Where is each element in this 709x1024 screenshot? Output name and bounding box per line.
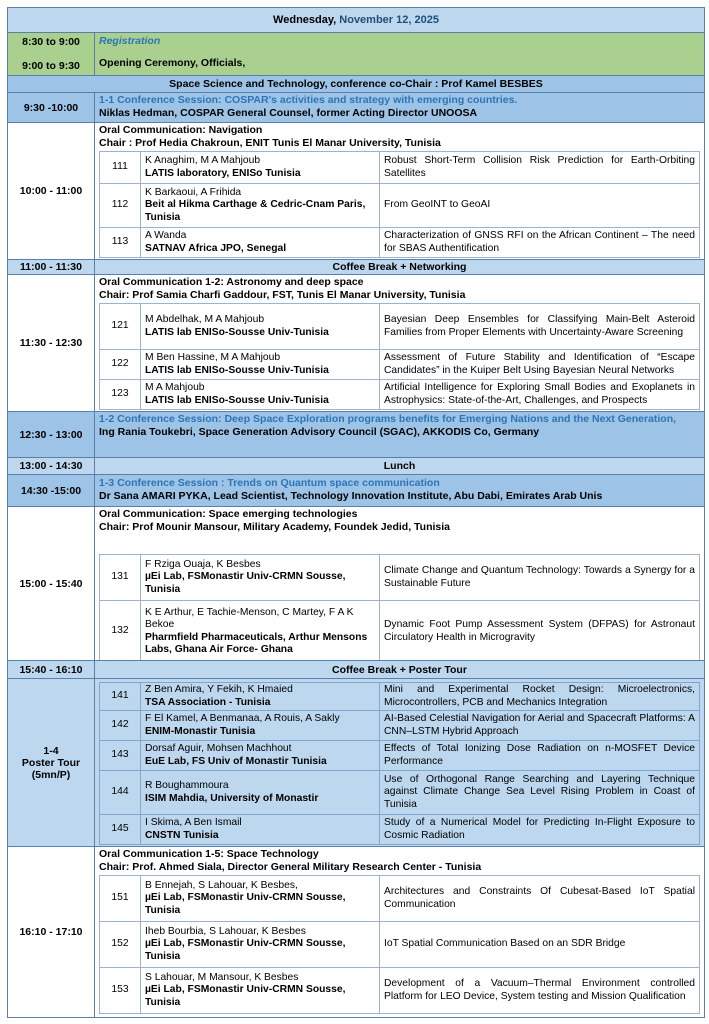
time-opening: 9:00 to 9:30	[22, 60, 80, 72]
paper-affiliation: µEi Lab, FSMonastir Univ-CRMN Sousse, Tunisia	[145, 892, 346, 916]
paper-authors-cell	[141, 683, 380, 711]
time-oral-3: 15:00 - 15:40	[8, 507, 95, 660]
session-speaker: Niklas Hedman, COSPAR General Counsel, former Acting Director UNOOSA	[99, 107, 478, 119]
paper-affiliation: LATIS lab ENISo-Sousse Univ-Tunisia	[145, 326, 329, 338]
paper-id: 151	[100, 876, 141, 922]
paper-affiliation: µEi Lab, FSMonastir Univ-CRMN Sousse, Tunisia	[145, 571, 346, 595]
paper-table	[99, 554, 700, 660]
paper-table	[99, 682, 700, 845]
paper-authors: Dorsaf Aguir, Mohsen Machhout	[145, 743, 292, 754]
paper-id: 131	[100, 555, 141, 601]
paper-id: 142	[100, 711, 141, 741]
time-1-2: 12:30 - 13:00	[8, 412, 95, 457]
oral-chair: Chair: Prof Mounir Mansour, Military Academy, Foundek Jedid, Tunisia	[99, 521, 451, 533]
poster-number: 1-4	[43, 744, 59, 757]
paper-affiliation: CNSTN Tunisia	[145, 829, 219, 841]
session-1-1	[8, 93, 704, 123]
oral-chair: Chair: Prof Samia Charfi Gaddour, FST, Tunis El Manar University, Tunisia	[99, 289, 466, 301]
paper-authors-cell	[141, 876, 380, 922]
poster-duration: (5mn/P)	[31, 768, 71, 781]
paper-id: 153	[100, 968, 141, 1014]
paper-title: Characterization of GNSS RFI on the African Continent – The need for SBAS Authentification	[380, 228, 700, 258]
paper-authors: A Wanda	[145, 230, 187, 241]
oral-astronomy	[8, 275, 704, 412]
registration-label: Registration	[99, 35, 161, 47]
paper-affiliation: µEi Lab, FSMonastir Univ-CRMN Sousse, Tunisia	[145, 984, 346, 1008]
time-break-1: 11:00 - 11:30	[8, 260, 95, 274]
paper-authors: K Barkaoui, A Frihida	[145, 186, 242, 198]
paper-row	[100, 741, 700, 771]
date-header	[8, 8, 704, 33]
paper-authors-cell	[141, 922, 380, 968]
time-1-3: 14:30 -15:00	[8, 475, 95, 506]
paper-title: Development of a Vacuum–Thermal Environment controlled Platform for LEO Device, System testing and Mission Qualification	[380, 968, 700, 1014]
paper-authors: B Ennejah, S Lahouar, K Besbes,	[145, 879, 298, 891]
paper-authors-cell	[141, 304, 380, 350]
oral-navigation	[8, 123, 704, 260]
poster-tour	[8, 679, 704, 847]
paper-authors-cell	[141, 711, 380, 741]
paper-affiliation: µEi Lab, FSMonastir Univ-CRMN Sousse, Tunisia	[145, 938, 346, 962]
paper-title: Assessment of Future Stability and Identification of “Escape Candidates” in the Kuiper Belt Using Bayesian Neural Networks	[380, 350, 700, 380]
session-title: 1-2 Conference Session: Deep Space Exploration programs benefits for Emerging Nations and the Next Generation,	[99, 413, 677, 425]
paper-id: 121	[100, 304, 141, 350]
paper-title: Bayesian Deep Ensembles for Classifying Main-Belt Asteroid Families from Proper Elements with Uncertainty-Aware Screening	[380, 304, 700, 350]
paper-affiliation: LATIS lab ENISo-Sousse Univ-Tunisia	[145, 394, 329, 406]
paper-row	[100, 152, 700, 184]
paper-row	[100, 184, 700, 228]
paper-affiliation: EuE Lab, FS Univ of Monastir Tunisia	[145, 755, 327, 767]
paper-id: 123	[100, 380, 141, 410]
opening-ceremony: Opening Ceremony, Officials,	[99, 57, 246, 69]
paper-authors: F El Kamel, A Benmanaa, A Rouis, A Sakly	[145, 713, 340, 724]
session-title: 1-3 Conference Session : Trends on Quantum space communication	[99, 477, 440, 489]
oral-title: Oral Communication: Navigation	[99, 124, 263, 136]
paper-affiliation: Beit al Hikma Carthage & Cedric-Cnam Paris, Tunisia	[145, 199, 366, 223]
paper-id: 141	[100, 683, 141, 711]
oral-chair: Chair: Prof. Ahmed Siala, Director General Military Research Center - Tunisia	[99, 861, 482, 873]
registration-row	[8, 33, 704, 76]
paper-row	[100, 968, 700, 1014]
paper-authors: F Rziga Ouaja, K Besbes	[145, 558, 261, 570]
paper-authors: S Lahouar, M Mansour, K Besbes	[145, 971, 299, 983]
paper-id: 144	[100, 771, 141, 815]
paper-row	[100, 771, 700, 815]
time-oral-2: 11:30 - 12:30	[8, 275, 95, 411]
paper-affiliation: ISIM Mahdia, University of Monastir	[145, 792, 319, 804]
paper-affiliation: TSA Association - Tunisia	[145, 696, 271, 708]
paper-affiliation: SATNAV Africa JPO, Senegal	[145, 242, 287, 254]
poster-label: Poster Tour	[21, 756, 81, 769]
paper-authors: R Boughammoura	[145, 780, 229, 791]
time-lunch: 13:00 - 14:30	[8, 458, 95, 474]
paper-title: From GeoINT to GeoAI	[380, 184, 700, 228]
program-table	[7, 7, 705, 1018]
paper-id: 113	[100, 228, 141, 258]
paper-table	[99, 875, 700, 1014]
paper-title: Dynamic Foot Pump Assessment System (DFPAS) for Astronaut Circulatory Health in Microgravity	[380, 601, 700, 661]
paper-id: 132	[100, 601, 141, 661]
paper-authors-cell	[141, 350, 380, 380]
paper-authors-cell	[141, 152, 380, 184]
oral-title: Oral Communication 1-2: Astronomy and deep space	[99, 276, 364, 288]
oral-space-tech	[8, 847, 704, 1017]
time-registration: 8:30 to 9:00	[22, 36, 80, 48]
paper-authors-cell	[141, 601, 380, 661]
oral-emerging	[8, 507, 704, 661]
paper-authors-cell	[141, 968, 380, 1014]
paper-row	[100, 304, 700, 350]
paper-affiliation: ENIM-Monastir Tunisia	[145, 725, 256, 737]
paper-row	[100, 555, 700, 601]
paper-title: Architectures and Constraints Of Cubesat-Based IoT Spatial Communication	[380, 876, 700, 922]
session-1-2	[8, 412, 704, 458]
oral-title: Oral Communication 1-5: Space Technology	[99, 848, 319, 860]
paper-row	[100, 228, 700, 258]
paper-affiliation: Pharmfield Pharmaceuticals, Arthur Mensons Labs, Ghana Air Force- Ghana	[145, 631, 368, 655]
paper-table	[99, 303, 700, 410]
lunch-label: Lunch	[383, 460, 416, 472]
paper-authors-cell	[141, 228, 380, 258]
break-label: Coffee Break + Poster Tour	[332, 663, 467, 676]
paper-title: Mini and Experimental Rocket Design: Microelectronics, Microcontrollers, PCB and Mechanics Integration	[380, 683, 700, 711]
paper-title: Artificial Intelligence for Exploring Small Bodies and Exoplanets in Astrophysics: State-of-the-Art, Challenges, and Prospects	[380, 380, 700, 410]
paper-row	[100, 711, 700, 741]
session-speaker: Ing Rania Toukebri, Space Generation Advisory Council (SGAC), AKKODIS Co, Germany	[99, 426, 540, 438]
time-1-1: 9:30 -10:00	[8, 93, 95, 122]
break-row	[8, 260, 704, 275]
session-speaker: Dr Sana AMARI PYKA, Lead Scientist, Technology Innovation Institute, Abu Dabi, Emirates Arab Unis	[99, 490, 603, 502]
paper-row	[100, 683, 700, 711]
paper-authors: M A Mahjoub	[145, 382, 205, 393]
paper-title: Climate Change and Quantum Technology: Towards a Synergy for a Sustainable Future	[380, 555, 700, 601]
paper-authors: M Abdelhak, M A Mahjoub	[145, 314, 265, 325]
paper-authors-cell	[141, 555, 380, 601]
paper-id: 152	[100, 922, 141, 968]
paper-authors: M Ben Hassine, M A Mahjoub	[145, 352, 281, 363]
break-row	[8, 661, 704, 679]
time-break-2: 15:40 - 16:10	[8, 661, 95, 678]
paper-id: 122	[100, 350, 141, 380]
paper-authors: I Skima, A Ben Ismail	[145, 817, 242, 828]
paper-title: Study of a Numerical Model for Predicting In-Flight Exposure to Cosmic Radiation	[380, 815, 700, 845]
paper-authors-cell	[141, 771, 380, 815]
paper-authors: Iheb Bourbia, S Lahouar, K Besbes	[145, 925, 306, 937]
break-label: Coffee Break + Networking	[332, 261, 467, 273]
paper-row	[100, 601, 700, 661]
track-header	[8, 76, 704, 93]
paper-id: 143	[100, 741, 141, 771]
paper-title: AI-Based Celestial Navigation for Aerial and Spacecraft Platforms: A CNN–LSTM Hybrid Approach	[380, 711, 700, 741]
paper-row	[100, 380, 700, 410]
oral-title: Oral Communication: Space emerging technologies	[99, 508, 358, 520]
paper-id: 112	[100, 184, 141, 228]
date-value: November 12, 2025	[339, 14, 439, 26]
time-oral-1: 10:00 - 11:00	[8, 123, 95, 259]
paper-authors: K Anaghim, M A Mahjoub	[145, 155, 261, 166]
paper-table	[99, 151, 700, 258]
paper-title: IoT Spatial Communication Based on an SDR Bridge	[380, 922, 700, 968]
paper-title: Robust Short-Term Collision Risk Prediction for Earth-Orbiting Satellites	[380, 152, 700, 184]
oral-chair: Chair : Prof Hedia Chakroun, ENIT Tunis El Manar University, Tunisia	[99, 137, 441, 149]
paper-authors-cell	[141, 380, 380, 410]
paper-title: Use of Orthogonal Range Searching and Layering Technique against Climate Change Sea Level Rising Problem in Coast of Tunisia	[380, 771, 700, 815]
paper-row	[100, 815, 700, 845]
paper-authors: Z Ben Amira, Y Fekih, K Hmaied	[145, 684, 293, 695]
paper-row	[100, 350, 700, 380]
date-weekday: Wednesday,	[273, 14, 337, 26]
paper-title: Effects of Total Ionizing Dose Radiation on n-MOSFET Device Performance	[380, 741, 700, 771]
session-1-3	[8, 475, 704, 507]
paper-id: 145	[100, 815, 141, 845]
session-title: 1-1 Conference Session: COSPAR's activities and strategy with emerging countries.	[99, 94, 518, 106]
time-oral-5: 16:10 - 17:10	[8, 847, 95, 1017]
paper-affiliation: LATIS lab ENISo-Sousse Univ-Tunisia	[145, 364, 329, 376]
paper-affiliation: LATIS laboratory, ENISo Tunisia	[145, 167, 301, 179]
paper-authors-cell	[141, 741, 380, 771]
lunch-row	[8, 458, 704, 475]
paper-authors-cell	[141, 815, 380, 845]
paper-authors: K E Arthur, E Tachie-Menson, C Martey, F A K Bekoe	[145, 606, 354, 630]
paper-row	[100, 876, 700, 922]
paper-row	[100, 922, 700, 968]
paper-authors-cell	[141, 184, 380, 228]
track-title: Space Science and Technology, conference co-Chair : Prof Kamel BESBES	[169, 78, 543, 90]
paper-id: 111	[100, 152, 141, 184]
